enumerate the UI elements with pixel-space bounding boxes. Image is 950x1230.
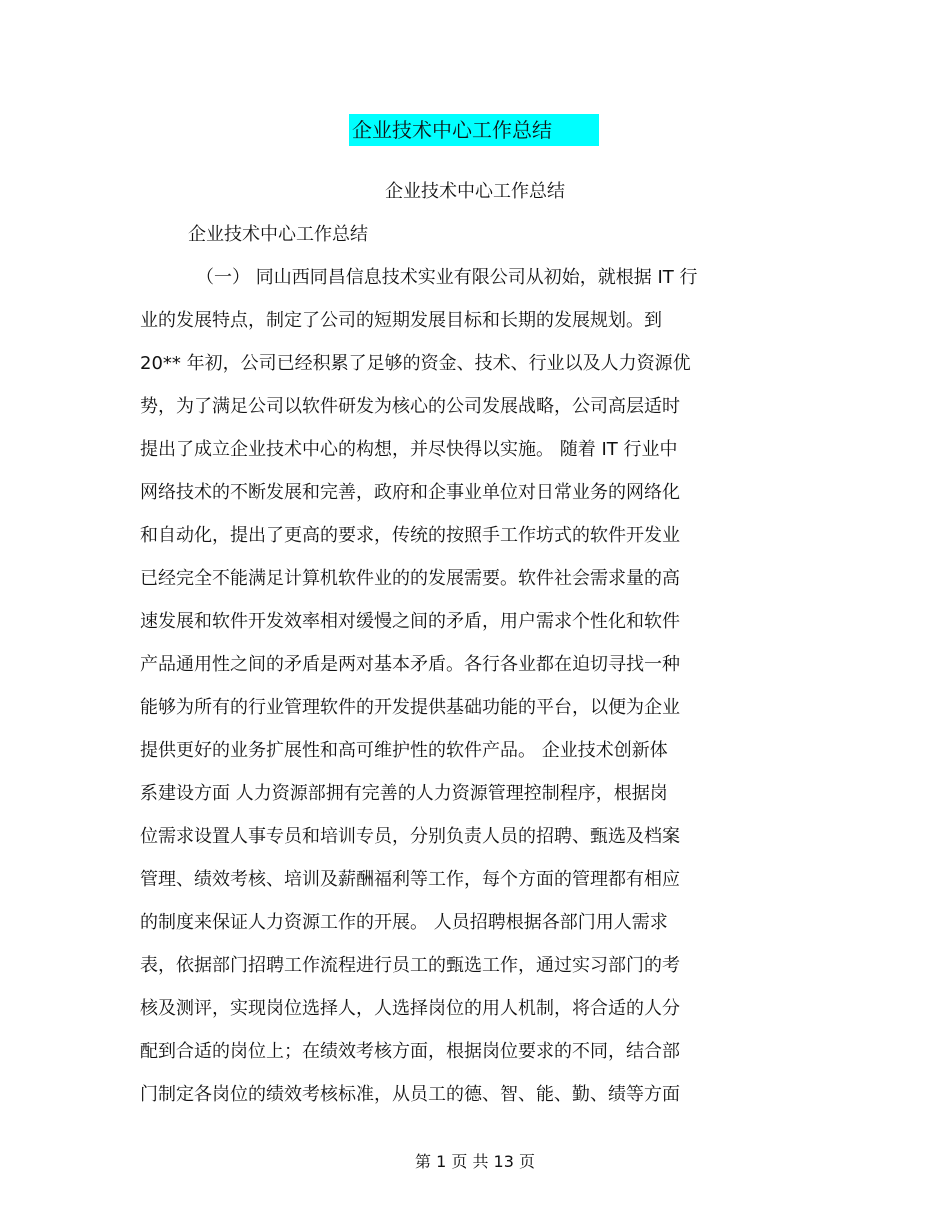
document-subtitle: 企业技术中心工作总结 <box>385 181 565 202</box>
paragraph-line: 的制度来保证人力资源工作的开展。 人员招聘根据各部门用人需求 <box>140 912 668 933</box>
paragraph-line: 表，依据部门招聘工作流程进行员工的甄选工作，通过实习部门的考 <box>140 955 680 976</box>
document-title: 企业技术中心工作总结 <box>352 118 552 142</box>
paragraph-line: 业的发展特点，制定了公司的短期发展目标和长期的发展规划。到 <box>140 310 662 331</box>
paragraph-line: 20** 年初，公司已经积累了足够的资金、技术、行业以及人力资源优 <box>140 353 691 374</box>
paragraph-line: （一） 同山西同昌信息技术实业有限公司从初始，就根据 IT 行 <box>196 267 698 288</box>
paragraph-line: 网络技术的不断发展和完善，政府和企事业单位对日常业务的网络化 <box>140 482 680 503</box>
paragraph-line: 核及测评，实现岗位选择人，人选择岗位的用人机制，将合适的人分 <box>140 998 680 1019</box>
paragraph-line: 产品通用性之间的矛盾是两对基本矛盾。各行各业都在迫切寻找一种 <box>140 654 680 675</box>
page-number-footer: 第 1 页 共 13 页 <box>415 1152 535 1171</box>
paragraph-line: 速发展和软件开发效率相对缓慢之间的矛盾，用户需求个性化和软件 <box>140 611 680 632</box>
paragraph-line: 配到合适的岗位上；在绩效考核方面，根据岗位要求的不同，结合部 <box>140 1041 680 1062</box>
paragraph-line: 能够为所有的行业管理软件的开发提供基础功能的平台，以便为企业 <box>140 697 680 718</box>
paragraph-line: 势，为了满足公司以软件研发为核心的公司发展战略，公司高层适时 <box>140 396 680 417</box>
paragraph-line: 已经完全不能满足计算机软件业的的发展需要。软件社会需求量的高 <box>140 568 680 589</box>
section-heading: 企业技术中心工作总结 <box>188 224 368 245</box>
paragraph-line: 提出了成立企业技术中心的构想，并尽快得以实施。 随着 IT 行业中 <box>140 439 678 460</box>
paragraph-line: 管理、绩效考核、培训及薪酬福利等工作，每个方面的管理都有相应 <box>140 869 680 890</box>
paragraph-line: 位需求设置人事专员和培训专员，分别负责人员的招聘、甄选及档案 <box>140 826 680 847</box>
paragraph-line: 系建设方面 人力资源部拥有完善的人力资源管理控制程序，根据岗 <box>140 783 668 804</box>
title-highlight <box>349 114 599 146</box>
paragraph-line: 提供更好的业务扩展性和高可维护性的软件产品。 企业技术创新体 <box>140 740 668 761</box>
paragraph-line: 门制定各岗位的绩效考核标准，从员工的德、智、能、勤、绩等方面 <box>140 1084 680 1105</box>
paragraph-line: 和自动化，提出了更高的要求，传统的按照手工作坊式的软件开发业 <box>140 525 680 546</box>
